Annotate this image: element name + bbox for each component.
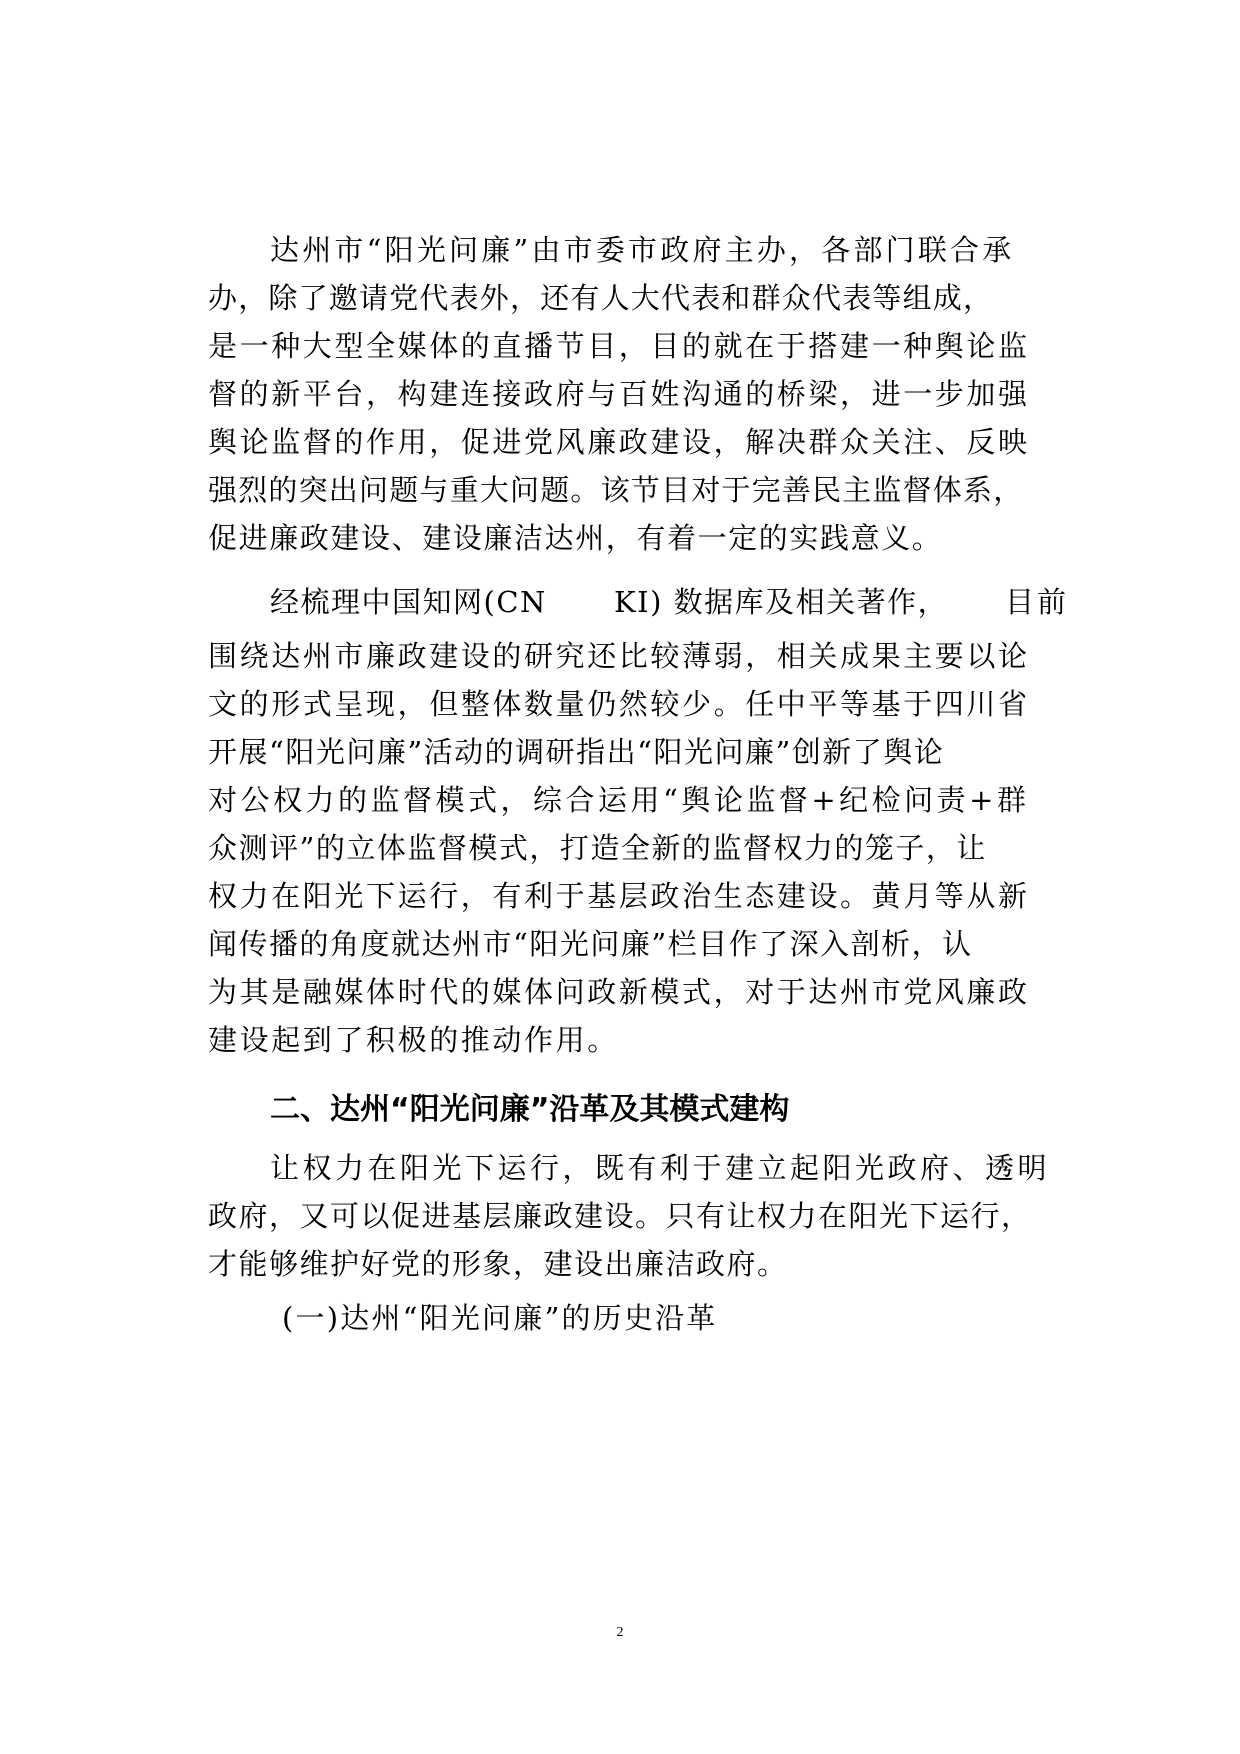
section-heading: 二、达州“阳光问廉”沿革及其模式建构 — [270, 1092, 790, 1127]
text-line: 经梳理中国知网(CN — [270, 585, 547, 619]
text-line: 文的形式呈现，但整体数量仍然较少。任中平等基于四川省 — [208, 687, 1030, 721]
text-line: 才能够维护好党的形象，建设出廉洁政府。 — [208, 1247, 788, 1281]
text-line: 达州市“阳光问廉”由市委市政府主办，各部门联合承 — [270, 233, 1015, 267]
text-line: 让权力在阳光下运行，既有利于建立起阳光政府、透明 — [270, 1151, 1051, 1185]
text-line: 政府，又可以促进基层廉政建设。只有让权力在阳光下运行， — [208, 1199, 1032, 1233]
text-line: 建设起到了积极的推动作用。 — [208, 1023, 619, 1057]
text-line: 闻传播的角度就达州市“阳光问廉”栏目作了深入剖析，认 — [208, 927, 973, 961]
text-line: 办，除了邀请党代表外，还有人大代表和群众代表等组成， — [208, 281, 994, 315]
text-line: 众测评”的立体监督模式，打造全新的监督权力的笼子，让 — [208, 831, 987, 865]
text-line: 强烈的突出问题与重大问题。该节目对于完善民主监督体系， — [208, 473, 1024, 507]
text-line: 督的新平台，构建连接政府与百姓沟通的桥梁，进一步加强 — [208, 377, 1030, 411]
text-line: 舆论监督的作用，促进党风廉政建设，解决群众关注、反映 — [208, 425, 1030, 459]
text-line: 促进廉政建设、建设廉洁达州，有着一定的实践意义。 — [208, 521, 943, 555]
text-line: 目前 — [1005, 585, 1070, 619]
text-line: 围绕达州市廉政建设的研究还比较薄弱，相关成果主要以论 — [208, 639, 1030, 673]
text-line: 为其是融媒体时代的媒体问政新模式，对于达州市党风廉政 — [208, 975, 1030, 1009]
page-number: 2 — [616, 1625, 624, 1640]
text-line: KI) 数据库及相关著作， — [614, 585, 949, 619]
text-line: 开展“阳光问廉”活动的调研指出“阳光问廉”创新了舆论 — [208, 735, 945, 769]
text-line: 对公权力的监督模式，综合运用“舆论监督+纪检问责+群 — [208, 783, 1030, 817]
subsection-heading: (一)达州“阳光问廉”的历史沿革 — [282, 1301, 718, 1335]
text-line: 是一种大型全媒体的直播节目，目的就在于搭建一种舆论监 — [208, 329, 1030, 363]
text-line: 权力在阳光下运行，有利于基层政治生态建设。黄月等从新 — [208, 879, 1030, 913]
